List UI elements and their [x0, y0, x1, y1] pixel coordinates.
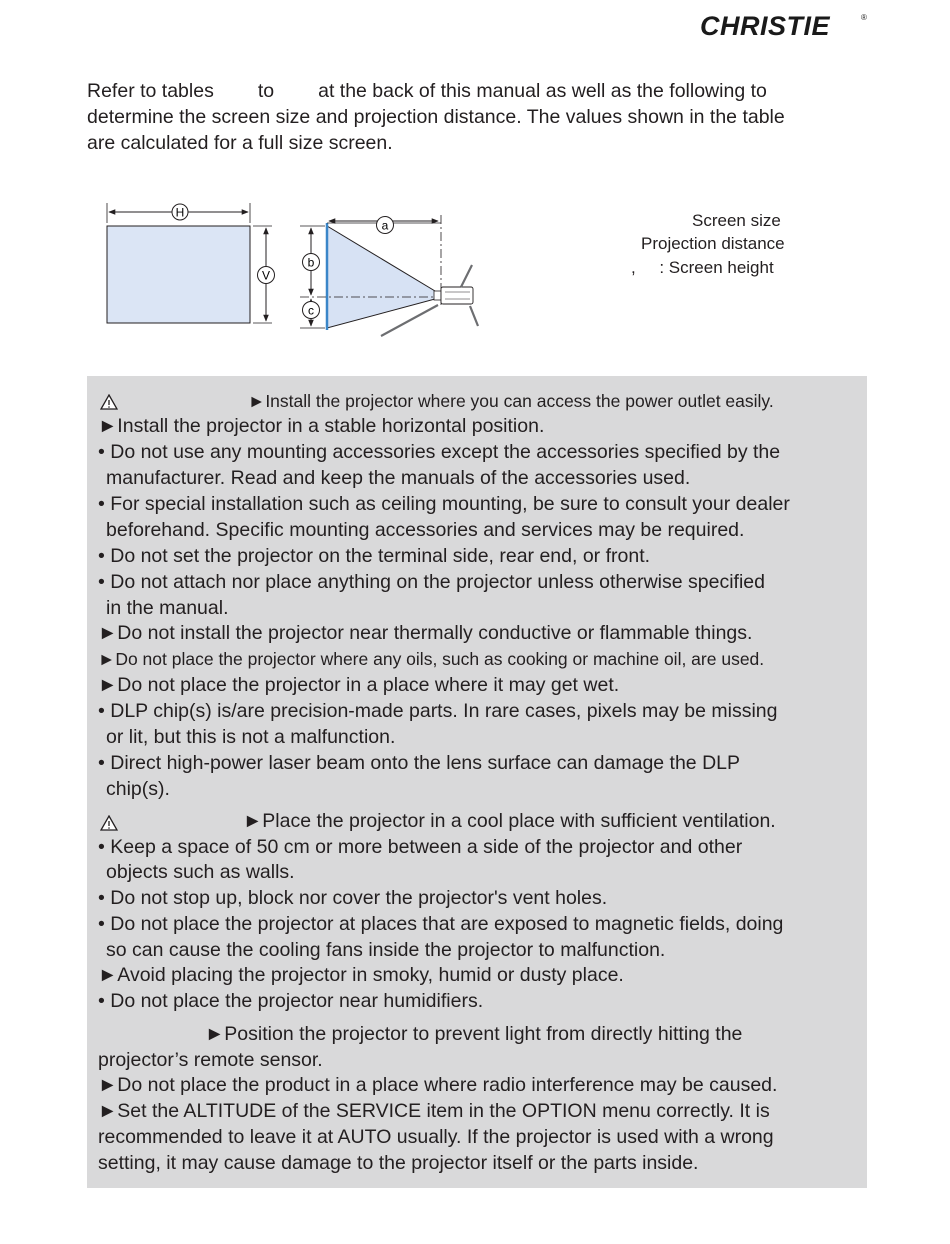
caution-line-3: objects such as walls.	[106, 861, 295, 883]
legend-screen-size: Screen size	[692, 211, 781, 230]
notice-line-1: ►Position the projector to prevent light from directly hitting the	[205, 1023, 743, 1045]
warning-line-14: or lit, but this is not a malfunction.	[106, 726, 396, 748]
warning-line-10: ►Do not install the projector near thermally conductive or flammable things.	[98, 622, 753, 644]
caution-line-5: • Do not place the projector at places that are exposed to magnetic fields, doing	[98, 913, 784, 935]
warning-line-7: • Do not set the projector on the terminal side, rear end, or front.	[98, 545, 651, 567]
notice-line-6: setting, it may cause damage to the projector itself or the parts inside.	[98, 1152, 699, 1174]
registered-mark: ®	[861, 13, 867, 22]
label-b: b	[307, 255, 315, 270]
caution-line-8: • Do not place the projector near humidifiers.	[98, 990, 484, 1012]
logo-wordmark: CHRISTIE	[700, 11, 831, 40]
label-c: c	[308, 303, 314, 318]
label-v: V	[261, 268, 271, 283]
warning-line-2: ►Install the projector in a stable horizontal position.	[98, 415, 545, 437]
caution-line-4: • Do not stop up, block nor cover the projector's vent holes.	[98, 887, 608, 909]
intro-line-3: are calculated for a full size screen.	[87, 132, 393, 154]
notice-line-5: recommended to leave it at AUTO usually. If the projector is used with a wrong	[98, 1126, 774, 1148]
warning-line-16: chip(s).	[106, 778, 170, 800]
projection-beam	[327, 226, 435, 328]
label-h: H	[175, 205, 185, 220]
intro-text-a: Refer to tables	[87, 80, 214, 102]
caution-line-1: ►Place the projector in a cool place with sufficient ventilation.	[243, 810, 776, 832]
caution-line-2: • Keep a space of 50 cm or more between a side of the projector and other	[98, 836, 743, 858]
intro-line-1	[87, 78, 867, 104]
warning-line-15: • Direct high-power laser beam onto the lens surface can damage the DLP	[98, 752, 741, 774]
warning-line-4: manufacturer. Read and keep the manuals of the accessories used.	[106, 467, 691, 489]
warning-line-3: • Do not use any mounting accessories except the accessories specified by the	[98, 441, 781, 463]
warning-line-8: • Do not attach nor place anything on the projector unless otherwise specified	[98, 571, 765, 593]
warning-line-11: ►Do not place the projector where any oils, such as cooking or machine oil, are used.	[98, 649, 765, 669]
caution-icon	[100, 815, 118, 831]
intro-line-2: determine the screen size and projection distance. The values shown in the table	[87, 106, 785, 128]
warning-line-5: • For special installation such as ceiling mounting, be sure to consult your dealer	[98, 493, 790, 515]
christie-logo	[700, 10, 870, 40]
warning-line-6: beforehand. Specific mounting accessories and services may be required.	[106, 519, 745, 541]
intro-text-b: to	[257, 80, 275, 102]
caution-line-7: ►Avoid placing the projector in smoky, humid or dusty place.	[98, 964, 624, 986]
notice-line-4: ►Set the ALTITUDE of the SERVICE item in the OPTION menu correctly. It is	[98, 1100, 770, 1122]
warning-line-9: in the manual.	[106, 597, 229, 619]
screen-front-view	[107, 226, 250, 323]
projector-illustration	[434, 287, 473, 304]
intro-text-c: at the back of this manual as well as the following to	[318, 80, 767, 102]
warning-line-12: ►Do not place the projector in a place where it may get wet.	[98, 674, 620, 696]
warning-icon	[100, 394, 118, 410]
warning-line-1: ►Install the projector where you can access the power outlet easily.	[248, 391, 774, 411]
legend-projection-distance: Projection distance	[641, 234, 785, 253]
notice-line-3: ►Do not place the product in a place where radio interference may be caused.	[98, 1074, 778, 1096]
intro-paragraph	[87, 78, 867, 156]
warning-line-13: • DLP chip(s) is/are precision-made parts. In rare cases, pixels may be missing	[98, 700, 778, 722]
notice-line-2: projector’s remote sensor.	[98, 1049, 323, 1071]
projection-diagram	[100, 195, 490, 345]
caution-line-6: so can cause the cooling fans inside the projector to malfunction.	[106, 939, 666, 961]
legend-screen-height: , : Screen height	[631, 258, 774, 277]
label-a: a	[381, 218, 389, 233]
